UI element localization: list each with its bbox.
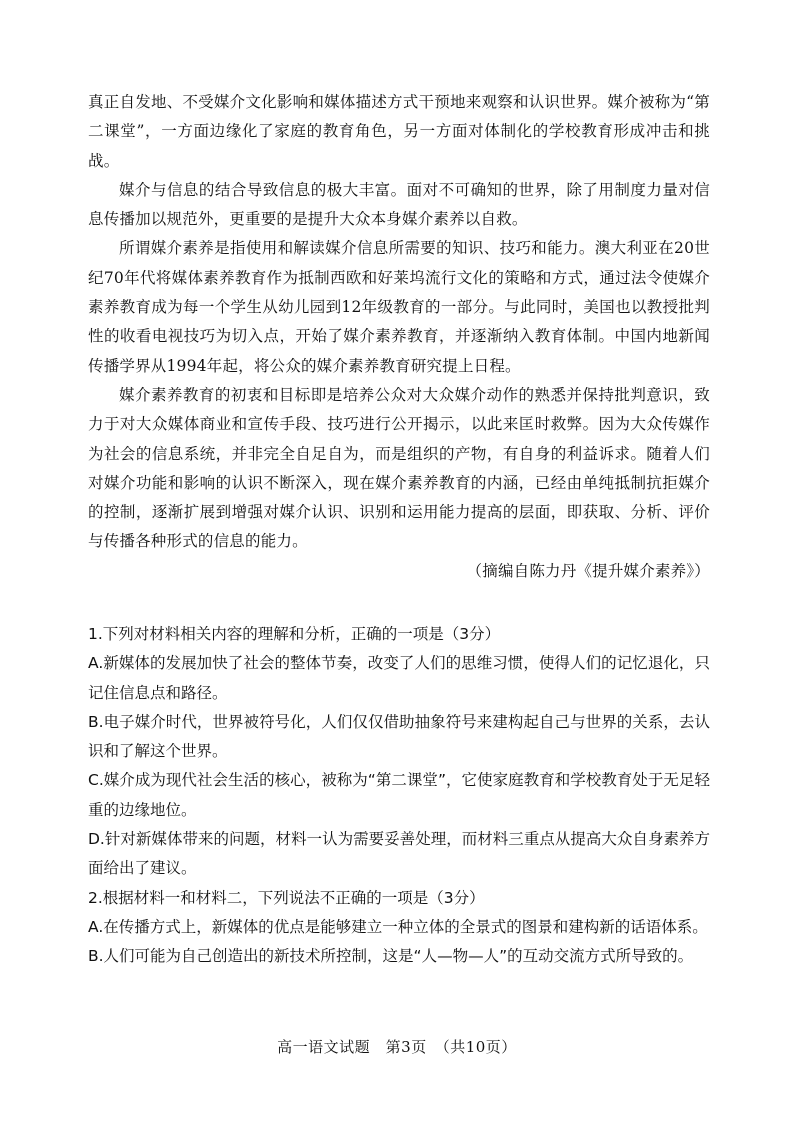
question-stem: 1.下列对材料相关内容的理解和分析，正确的一项是（3分） [88, 625, 501, 643]
passage-source: （摘编自陈力丹《提升媒介素养》） [466, 561, 710, 580]
question-option: A.新媒体的发展加快了社会的整体节奏，改变了人们的思维习惯，使得人们的记忆退化，只记住信息点和路径。 [88, 654, 710, 702]
question-option: C.媒介成为现代社会生活的核心，被称为“第二课堂”，它使家庭教育和学校教育处于无足轻重的边缘地位。 [88, 771, 710, 819]
passage-paragraph: 所谓媒介素养是指使用和解读媒介信息所需要的知识、技巧和能力。澳大利亚在20世纪70年代将媒体素养教育作为抵制西欧和好莱坞流行文化的策略和方式，通过法令使媒介素养教育成为每一个学生从幼儿园到12年级教育的一部分。与此同时，美国也以教授批判性的收看电视技巧为切入点，开始了媒介素养教育，并逐渐纳入教育体制。中国内地新闻传播学界从1994年起，将公众的媒介素养教育研究提上日程。 [88, 239, 710, 375]
question-option: B.电子媒介时代，世界被符号化，人们仅仅借助抽象符号来建构起自己与世界的关系，去认识和了解这个世界。 [88, 712, 710, 761]
page-footer: 高一语文试题 第3页 （共10页） [277, 1038, 517, 1056]
passage-paragraph: 真正自发地、不受媒介文化影响和媒体描述方式干预地来观察和认识世界。媒介被称为“第二课堂”，一方面边缘化了家庭的教育角色，另一方面对体制化的学校教育形成冲击和挑战。 [88, 93, 710, 170]
question-section [88, 620, 710, 972]
reading-passage [88, 88, 710, 586]
question-option: D.针对新媒体带来的问题，材料一认为需要妥善处理，而材料三重点从提高大众自身素养方面给出了建议。 [88, 830, 710, 878]
question-option: A.在传播方式上，新媒体的优点是能够建立一种立体的全景式的图景和建构新的话语体系。 [88, 917, 708, 936]
passage-paragraph: 媒介与信息的结合导致信息的极大丰富。面对不可确知的世界，除了用制度力量对信息传播加以规范外，更重要的是提升大众本身媒介素养以自救。 [88, 180, 710, 229]
question-option: B.人们可能为自己创造出的新技术所控制，这是“人—物—人”的互动交流方式所导致的。 [88, 947, 694, 966]
passage-paragraph: 媒介素养教育的初衷和目标即是培养公众对大众媒介动作的熟悉并保持批判意识，致力于对大众媒体商业和宣传手段、技巧进行公开揭示，以此来匡时救弊。因为大众传媒作为社会的信息系统，并非完全自足自为，而是组织的产物，有自身的利益诉求。随着人们对媒介功能和影响的认识不断深入，现在媒介素养教育的内涵，已经由单纯抵制抗拒媒介的控制，逐渐扩展到增强对媒介认识、识别和运用能力提高的层面，即获取、分析、评价与传播各种形式的信息的能力。 [88, 385, 710, 551]
question-stem: 2.根据材料一和材料二，下列说法不正确的一项是（3分） [88, 888, 485, 907]
